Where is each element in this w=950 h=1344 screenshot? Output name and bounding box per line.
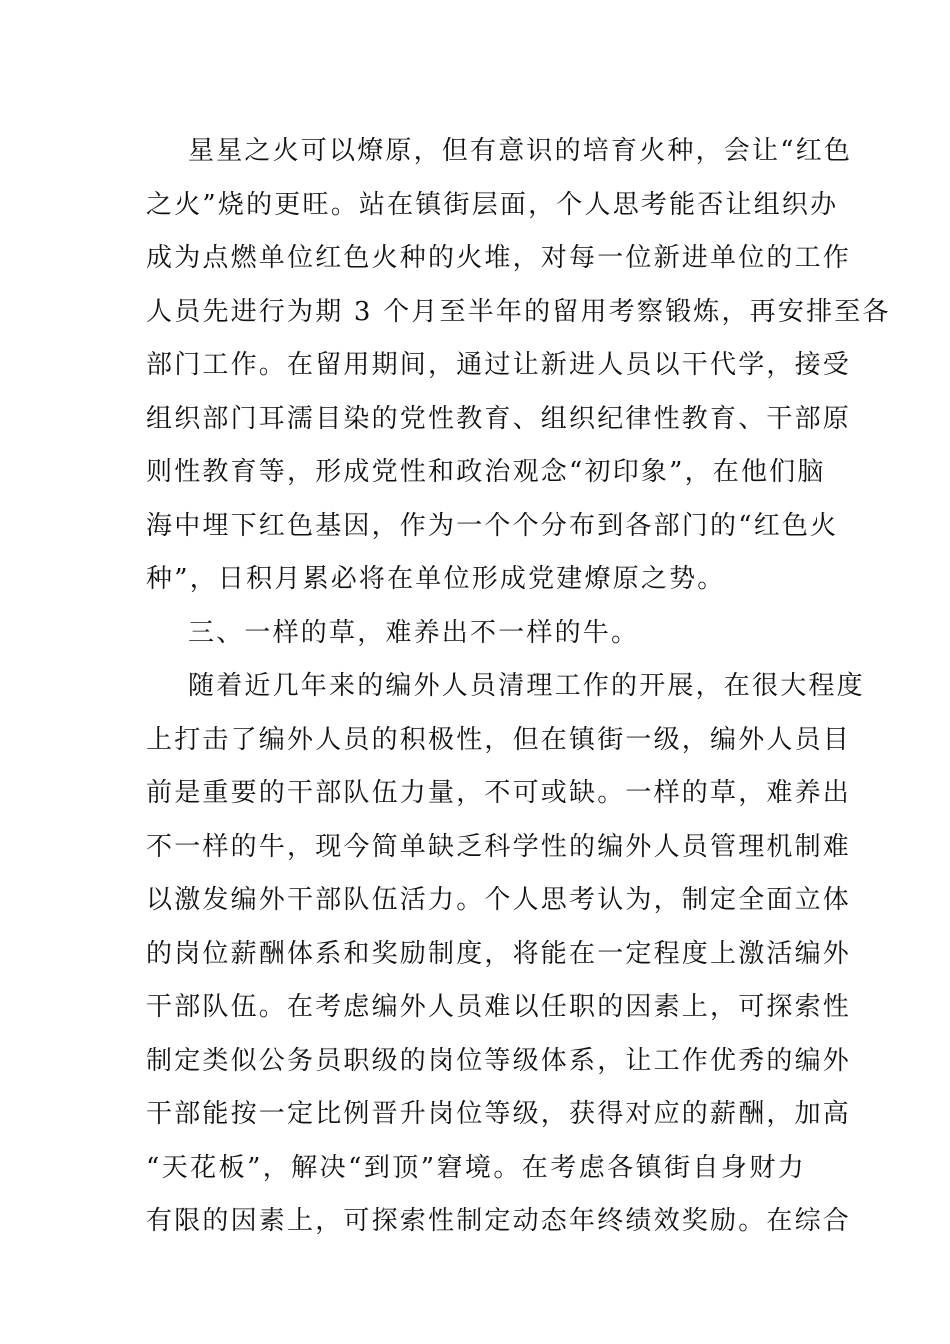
section-heading-3: 三、一样的草，难养出不一样的牛。 [188,617,640,648]
paragraph-1-line-9: 种”，日积月累必将在单位形成党建燎原之势。 [146,564,726,594]
paragraph-2-line-5: 以激发编外干部队伍活力。个人思考认为，制定全面立体 [146,885,852,915]
paragraph-2-line-4: 不一样的牛，现今简单缺乏科学性的编外人员管理机制难 [146,831,852,862]
paragraph-2-line-7: 干部队伍。在考虑编外人员难以任职的因素上，可探索性 [146,992,852,1022]
paragraph-1-line-2: 之火”烧的更旺。站在镇街层面，个人思考能否让组织办 [146,189,839,220]
document-page [146,125,891,1249]
paragraph-1-line-4: 人员先进行为期 3 个月至半年的留用考察锻炼，再安排至各 [146,296,891,327]
paragraph-2 [146,660,865,1249]
paragraph-2-line-2: 上打击了编外人员的积极性，但在镇街一级，编外人员目 [146,724,852,755]
paragraph-1-line-7: 则性教育等，形成党性和政治观念“初印象”，在他们脑 [146,457,826,487]
paragraph-1 [146,125,891,607]
paragraph-2-line-6: 的岗位薪酬体系和奖励制度，将能在一定程度上激活编外 [146,938,852,969]
paragraph-1-line-1: 星星之火可以燎原，但有意识的培育火种，会让“红色 [188,136,853,166]
paragraph-1-line-5: 部门工作。在留用期间，通过让新进人员以干代学，接受 [146,350,852,380]
paragraph-2-line-8: 制定类似公务员职级的岗位等级体系，让工作优秀的编外 [146,1045,852,1076]
paragraph-2-line-11: 有限的因素上，可探索性制定动态年终绩效奖励。在综合 [146,1206,852,1236]
paragraph-2-line-10: “天花板”，解决“到顶”窘境。在考虑各镇街自身财力 [146,1152,806,1183]
paragraph-2-line-1: 随着近几年来的编外人员清理工作的开展，在很大程度 [188,671,865,701]
paragraph-1-line-3: 成为点燃单位红色火种的火堆，对每一位新进单位的工作 [146,243,852,273]
paragraph-2-line-3: 前是重要的干部队伍力量，不可或缺。一样的草，难养出 [146,778,852,808]
paragraph-1-line-6: 组织部门耳濡目染的党性教育、组织纪律性教育、干部原 [146,403,852,434]
paragraph-1-line-8: 海中埋下红色基因，作为一个个分布到各部门的“红色火 [146,510,839,541]
paragraph-2-line-9: 干部能按一定比例晋升岗位等级，获得对应的薪酬，加高 [146,1099,852,1129]
